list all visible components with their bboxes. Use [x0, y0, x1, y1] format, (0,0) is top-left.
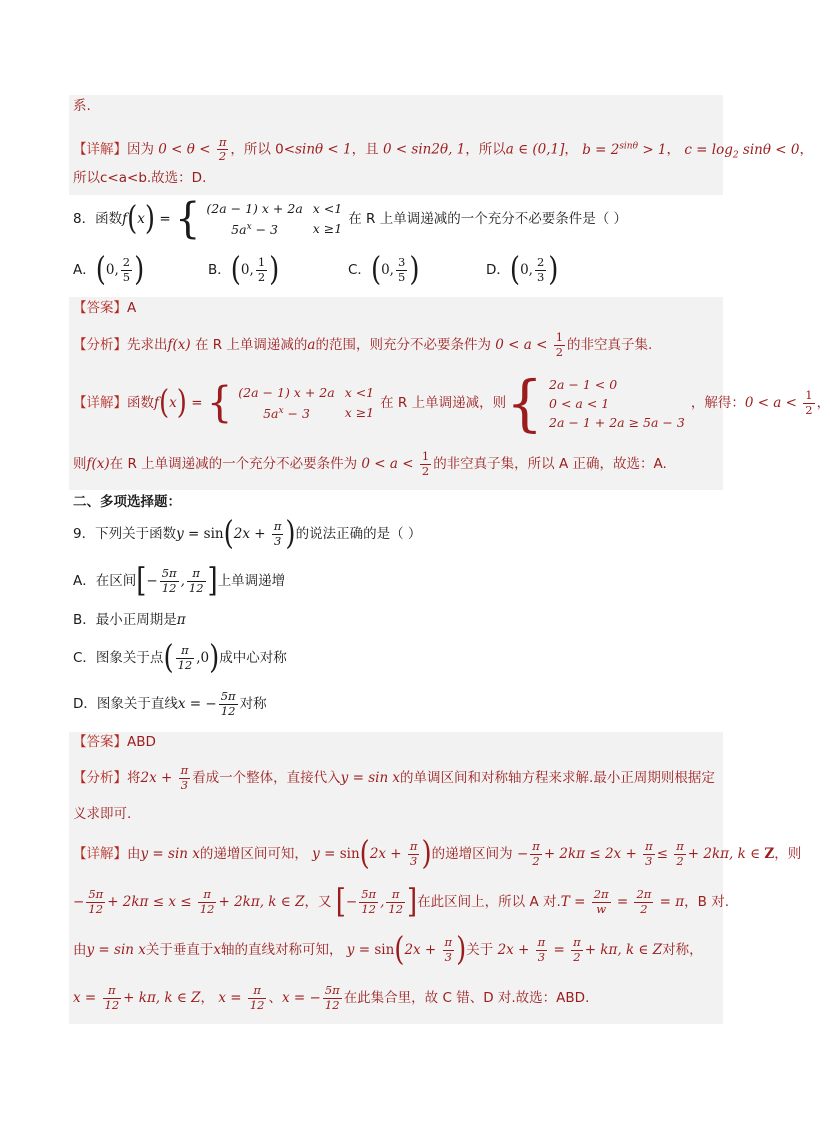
- detail-tag: 【详解】: [73, 141, 127, 158]
- q7-detail-line1: 【详解】因为 0 < θ < $\frac{\pi}{2}$ ，所以 0<sinθ < 1，且 0 < sin2θ, 1，所以a ∈ (0,1]， $b = 2^{sin\theta} > 1$， $c = \log_2 \sin\theta < 0$，: [73, 134, 813, 163]
- q9-detail-line2: − $\frac{5\pi}{12}$ + 2kπ ≤ x ≤ $\frac{\pi}{12}$ + 2kπ, k ∈ Z，又 [− $\frac{5\pi}{12}$ , $\frac{\pi}{12}$ ]在此区间上，所以 A 对.T = $\frac{2\pi}{w}$ = $\frac{2\pi}{2}$ = π，B 对.: [73, 883, 729, 921]
- q8-detail: 【详解】函数f(x) = { (2a − 1) x + 2a x <1 $5a^x - 3$ x ≥1在 R 上单调递减，则{ 2a − 1 < 0 0 < a < 1 2a − 1 + 2a ≥ 5a − 3，解得：0 < a < $\frac{1}{2}$ ，: [73, 367, 830, 439]
- q9-option-a[interactable]: A．在区间[− $\frac{5\pi}{12}$ , $\frac{\pi}{12}$ ]上单调递增: [73, 562, 286, 600]
- q8-analysis: 【分析】先求出f(x) 在 R 上单调递减的a的范围，则充分不必要条件为 0 < a < $\frac{1}{2}$ 的非空真子集.: [73, 330, 653, 359]
- q9-detail-line1: 【详解】由y = sin x的递增区间可知， y = sin(2x + $\frac{\pi}{3}$ )的递增区间为 − $\frac{\pi}{2}$ + 2kπ ≤ 2x + $\frac{\pi}{3}$ ≤ $\frac{\pi}{2}$ + 2kπ, k ∈ Z，则: [73, 835, 802, 873]
- q8-option-d[interactable]: D．(0, $\frac{2}{3}$ ): [486, 251, 559, 289]
- q7-continuation: 系.: [73, 98, 91, 114]
- q8-option-b[interactable]: B．(0, $\frac{1}{2}$ ): [208, 251, 280, 289]
- section-heading: 二、多项选择题：: [73, 494, 181, 510]
- q9-option-d[interactable]: D．图象关于直线x = − $\frac{5\pi}{12}$ 对称: [73, 689, 267, 718]
- q8-detail-line2: 则f(x)在 R 上单调递减的一个充分不必要条件为 0 < a < $\frac{1}{2}$ 的非空真子集，所以 A 正确，故选：A.: [73, 449, 667, 478]
- q8-option-c[interactable]: C．(0, $\frac{3}{5}$ ): [348, 251, 420, 289]
- q9-option-c[interactable]: C．图象关于点( $\frac{\pi}{12}$ ,0)成中心对称: [73, 639, 287, 677]
- q9-analysis: 【分析】将2x + $\frac{\pi}{3}$ 看成一个整体，直接代入y = sin x的单调区间和对称轴方程来求解.最小正周期则根据定: [73, 763, 715, 792]
- q9-answer: 【答案】ABD: [73, 734, 156, 750]
- q9-stem: 9．下列关于函数y = sin(2x + $\frac{\pi}{3}$ )的说法正确的是（ ）: [73, 515, 422, 553]
- q9-analysis-line2: 义求即可.: [73, 806, 132, 822]
- q8-options: [73, 250, 722, 290]
- q9-detail-line4: x = $\frac{\pi}{12}$ + kπ, k ∈ Z， x = $\frac{\pi}{12}$ 、x = − $\frac{5\pi}{12}$ 在此集合里，故 C 错、D 对.故选：ABD.: [73, 983, 590, 1012]
- q8-stem: 8．函数f(x) = { (2a − 1) x + 2a x <1 $5a^x - 3$ x ≥1在 R 上单调递减的一个充分不必要条件是（ ）: [73, 194, 627, 244]
- q8-answer: 【答案】A: [73, 300, 137, 316]
- q9-detail-line3: 由y = sin x关于垂直于x轴的直线对称可知， y = sin(2x + $\frac{\pi}{3}$ )关于 2x + $\frac{\pi}{3}$ = $\frac{\pi}{2}$ + kπ, k ∈ Z对称，: [73, 931, 703, 969]
- q7-detail-line2: 所以c<a<b.故选：D.: [73, 170, 207, 186]
- q8-option-a[interactable]: A．(0, $\frac{2}{5}$ ): [73, 251, 145, 289]
- q9-option-b[interactable]: B．最小正周期是π: [73, 612, 186, 628]
